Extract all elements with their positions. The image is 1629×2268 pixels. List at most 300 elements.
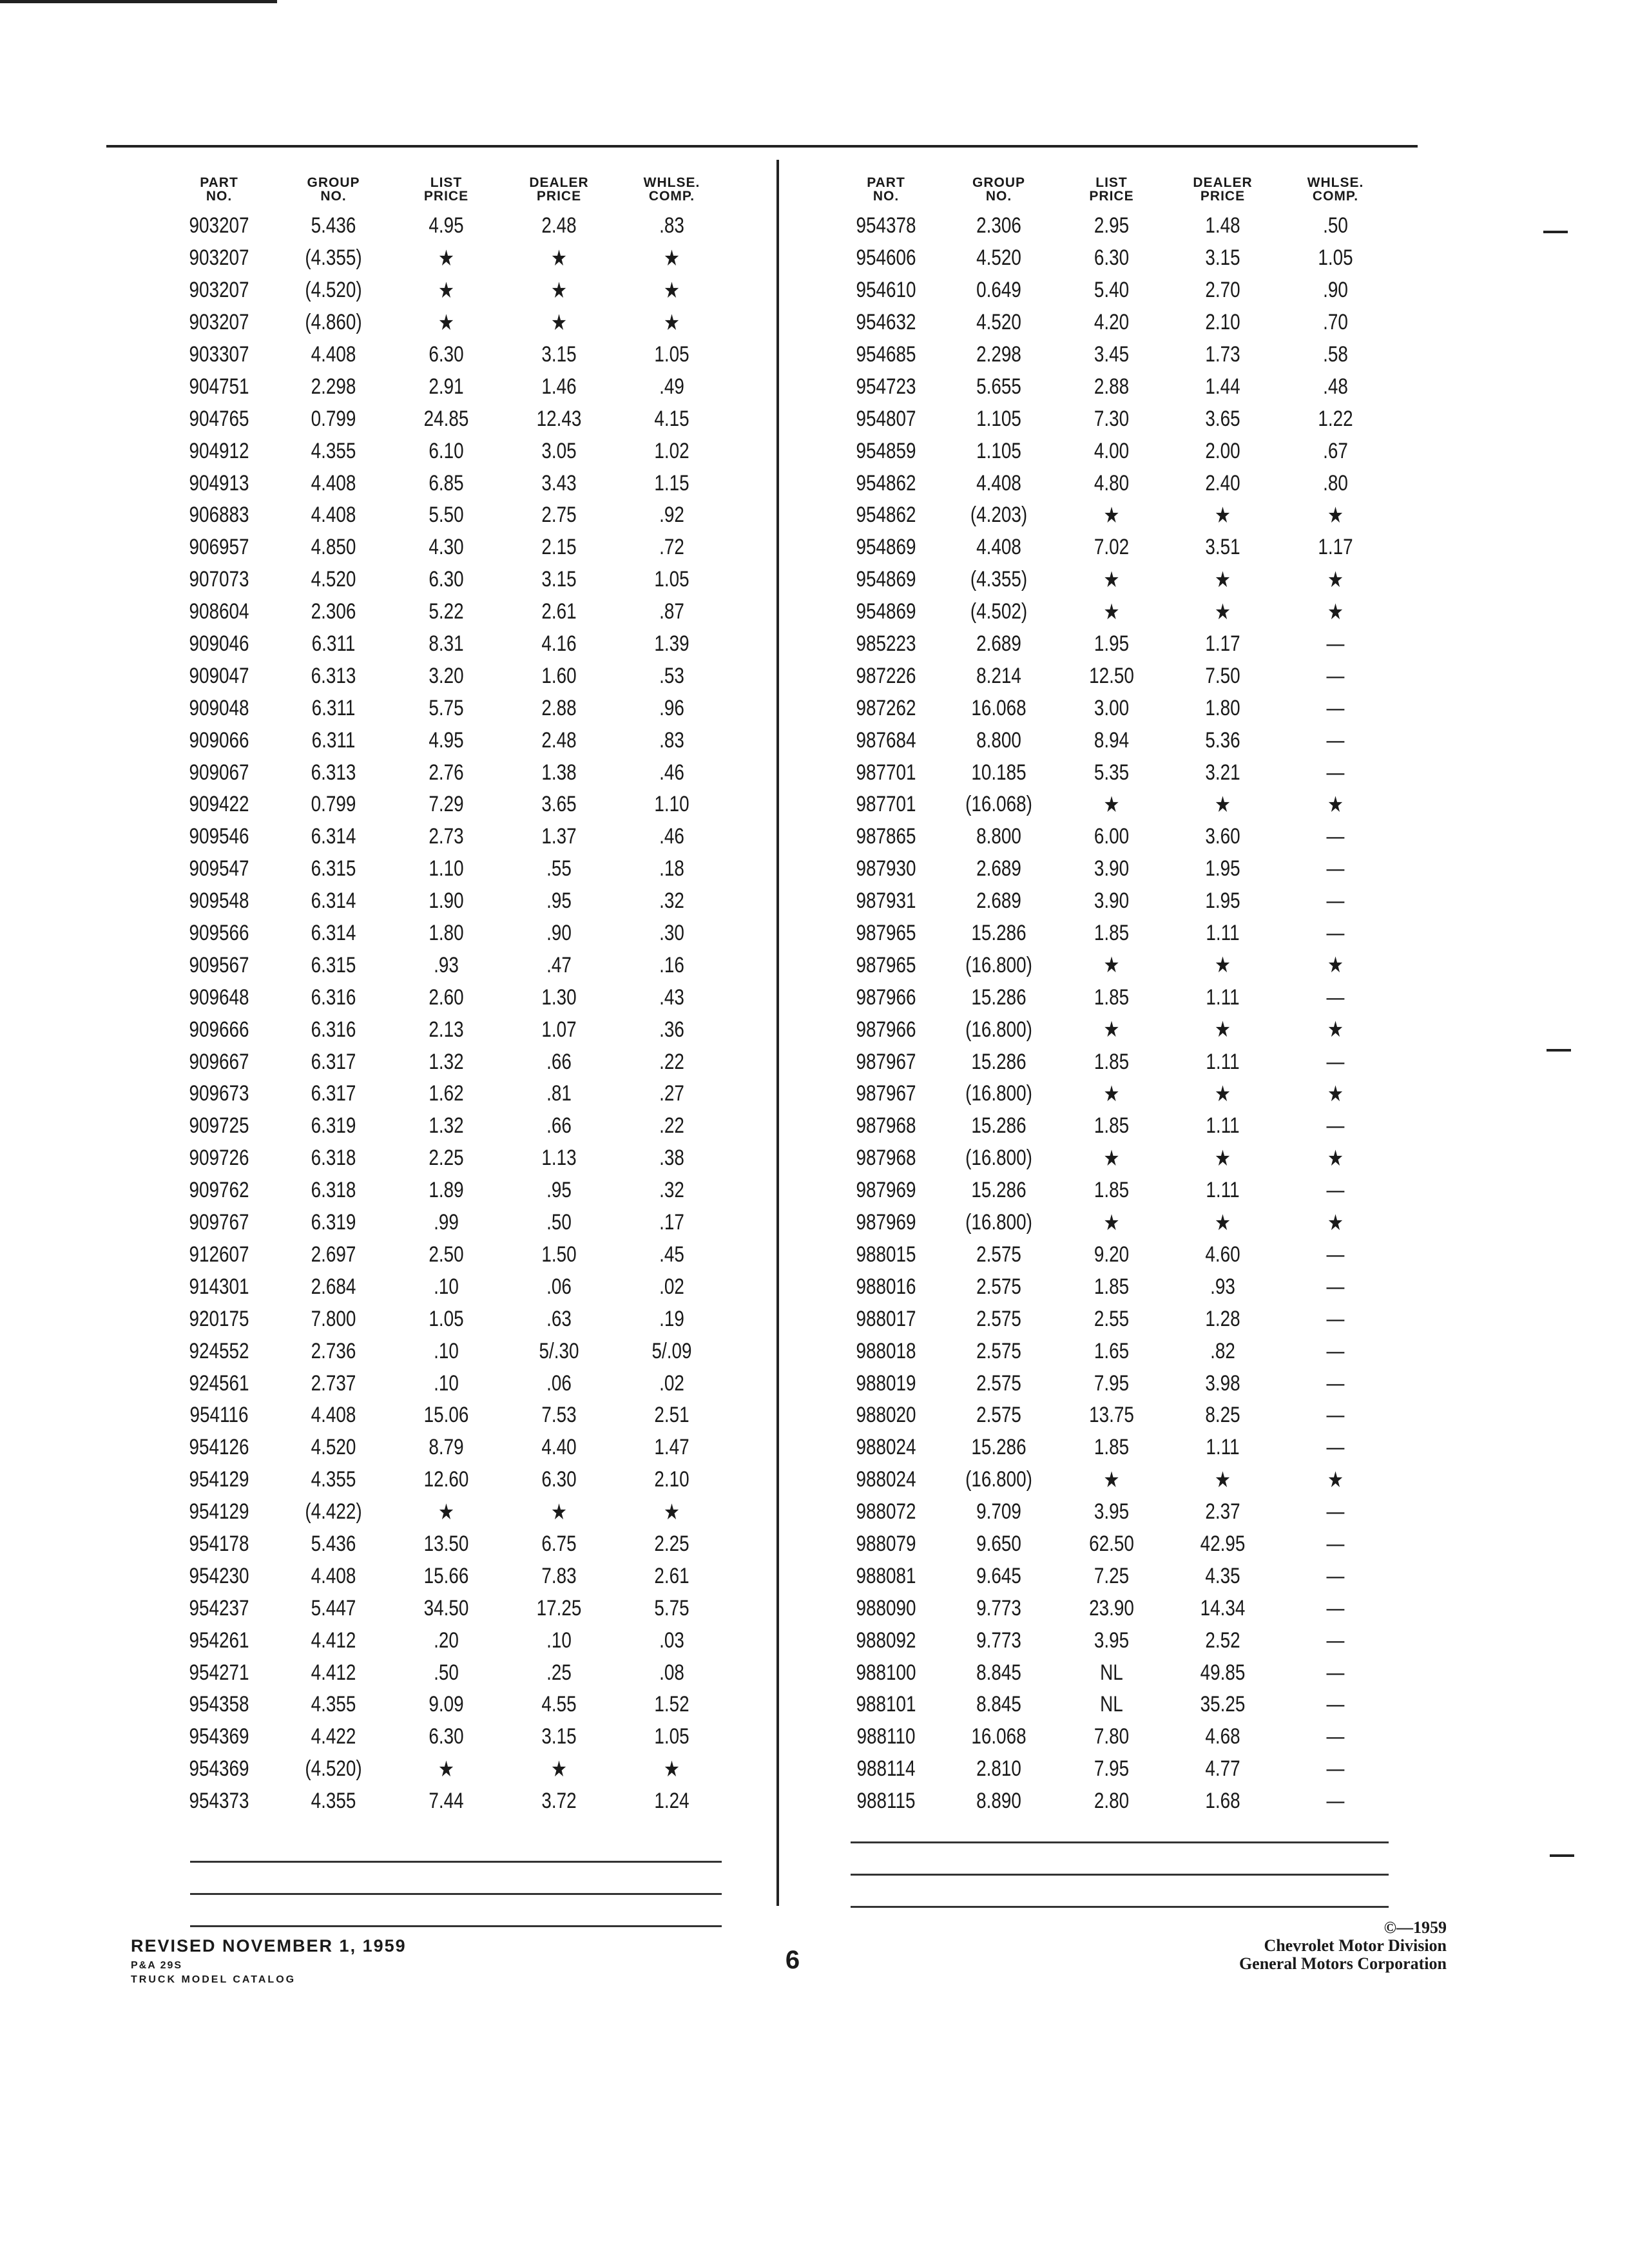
table-row xyxy=(831,1432,1392,1464)
part-no-cell: 908604 xyxy=(189,599,249,624)
dealer-price-cell: 5/.30 xyxy=(539,1338,579,1363)
group-no-cell: 7.800 xyxy=(311,1306,356,1331)
part-no-cell: 987226 xyxy=(856,663,916,688)
list-price-cell: 3.20 xyxy=(429,663,464,688)
group-no-cell: 4.408 xyxy=(311,342,356,367)
blank-line xyxy=(851,1874,1389,1876)
table-row xyxy=(161,1303,741,1335)
dealer-price-cell: 4.68 xyxy=(1205,1724,1240,1749)
dealer-price-cell: ★ xyxy=(550,1499,567,1524)
group-no-cell: (4.355) xyxy=(305,245,362,271)
table-row xyxy=(161,242,741,274)
group-no-cell: 6.319 xyxy=(311,1113,356,1139)
dealer-price-cell: 1.28 xyxy=(1205,1306,1240,1331)
part-no-cell: 954261 xyxy=(189,1628,249,1653)
list-price-cell: NL xyxy=(1100,1692,1123,1717)
part-no-cell: 954859 xyxy=(856,438,916,463)
part-no-cell: 954271 xyxy=(189,1660,249,1685)
table-row xyxy=(161,532,741,564)
whlse-comp-cell: — xyxy=(1326,1403,1345,1428)
group-no-cell: 6.311 xyxy=(311,695,356,720)
list-price-cell: 2.95 xyxy=(1094,213,1130,238)
group-no-cell: 4.520 xyxy=(311,1435,356,1460)
part-no-cell: 988079 xyxy=(856,1531,916,1556)
part-no-cell: 954869 xyxy=(856,599,916,624)
part-no-cell: 985223 xyxy=(856,631,916,657)
part-no-cell: 954632 xyxy=(856,310,916,335)
list-price-cell: 15.66 xyxy=(423,1563,469,1588)
whlse-comp-cell: .02 xyxy=(659,1370,684,1396)
group-no-cell: 8.845 xyxy=(976,1660,1021,1685)
group-no-cell: 15.286 xyxy=(971,1049,1027,1074)
whlse-comp-cell: — xyxy=(1326,1724,1345,1749)
table-row xyxy=(161,1657,741,1689)
list-price-cell: ★ xyxy=(438,245,454,271)
whlse-comp-cell: .16 xyxy=(659,952,684,977)
list-price-cell: 6.30 xyxy=(429,567,464,592)
dealer-price-cell: ★ xyxy=(1214,953,1231,978)
group-no-cell: 5.436 xyxy=(311,1531,356,1556)
part-no-cell: 954230 xyxy=(189,1563,249,1588)
list-price-cell: 7.44 xyxy=(429,1789,464,1814)
dealer-price-cell: 1.11 xyxy=(1206,985,1240,1010)
whlse-comp-cell: .32 xyxy=(659,1178,684,1203)
dealer-price-cell: 3.15 xyxy=(541,342,577,367)
part-no-cell: 909725 xyxy=(189,1113,249,1139)
whlse-comp-cell: ★ xyxy=(1327,1467,1344,1492)
catalog-code: P&A 29S xyxy=(131,1960,183,1971)
group-no-cell: 0.799 xyxy=(311,792,356,817)
table-row xyxy=(831,1464,1392,1496)
list-price-cell: ★ xyxy=(1103,1467,1120,1492)
table-row xyxy=(161,1207,741,1239)
dealer-price-cell: 2.00 xyxy=(1205,438,1240,463)
part-no-cell: 904912 xyxy=(189,438,249,463)
list-price-cell: ★ xyxy=(438,310,454,335)
whlse-comp-cell: ★ xyxy=(1327,1017,1344,1043)
group-no-cell: 9.645 xyxy=(976,1563,1021,1588)
group-no-cell: 16.068 xyxy=(971,695,1027,720)
list-price-cell: 9.09 xyxy=(429,1692,464,1717)
table-row xyxy=(831,918,1392,950)
list-price-cell: 1.05 xyxy=(429,1306,464,1331)
dealer-price-cell: .81 xyxy=(546,1081,572,1106)
dealer-price-cell: 2.75 xyxy=(541,503,577,528)
group-no-cell: 2.575 xyxy=(976,1242,1021,1267)
list-price-cell: 5.75 xyxy=(429,695,464,720)
list-price-cell: 1.32 xyxy=(429,1049,464,1074)
whlse-comp-cell: 2.25 xyxy=(654,1531,689,1556)
list-price-cell: .50 xyxy=(434,1660,459,1685)
table-row xyxy=(831,1046,1392,1078)
part-no-cell: 987701 xyxy=(856,760,916,785)
dealer-price-cell: .90 xyxy=(546,921,572,946)
table-row xyxy=(161,1046,741,1078)
table-row xyxy=(831,1753,1392,1785)
part-no-cell: 909046 xyxy=(189,631,249,657)
list-price-cell: 15.06 xyxy=(423,1403,469,1428)
whlse-comp-cell: 1.05 xyxy=(1318,245,1353,271)
whlse-comp-cell: .27 xyxy=(659,1081,684,1106)
list-price-cell: 2.50 xyxy=(429,1242,464,1267)
header-group-no: GROUP NO. xyxy=(307,175,360,204)
list-price-cell: ★ xyxy=(1103,1210,1120,1235)
table-row xyxy=(161,1464,741,1496)
group-no-cell: 2.689 xyxy=(976,856,1021,881)
group-no-cell: 2.697 xyxy=(311,1242,356,1267)
header-dealer-price: DEALER PRICE xyxy=(529,175,589,204)
whlse-comp-cell: 1.47 xyxy=(654,1435,689,1460)
part-no-cell: 987931 xyxy=(856,889,916,914)
whlse-comp-cell: — xyxy=(1326,760,1345,785)
whlse-comp-cell: 4.15 xyxy=(654,406,689,431)
dealer-price-cell: 4.35 xyxy=(1205,1563,1240,1588)
dealer-price-cell: 2.48 xyxy=(541,213,577,238)
group-no-cell: 6.313 xyxy=(311,760,356,785)
table-row xyxy=(161,692,741,724)
group-no-cell: 8.214 xyxy=(976,663,1021,688)
whlse-comp-cell: 5.75 xyxy=(654,1595,689,1620)
list-price-cell: 3.95 xyxy=(1094,1628,1130,1653)
group-no-cell: 9.709 xyxy=(976,1499,1021,1524)
whlse-comp-cell: — xyxy=(1326,1049,1345,1074)
whlse-comp-cell: .49 xyxy=(659,374,684,399)
whlse-comp-cell: .38 xyxy=(659,1146,684,1171)
whlse-comp-cell: .30 xyxy=(659,921,684,946)
group-no-cell: 4.412 xyxy=(311,1628,356,1653)
table-row xyxy=(161,1560,741,1592)
margin-mark xyxy=(1550,1854,1574,1857)
dealer-price-cell: 4.77 xyxy=(1205,1756,1240,1782)
list-price-cell: 1.65 xyxy=(1094,1338,1130,1363)
dealer-price-cell: .95 xyxy=(546,1178,572,1203)
part-no-cell: 909546 xyxy=(189,824,249,849)
whlse-comp-cell: ★ xyxy=(663,1756,680,1782)
list-price-cell: 7.02 xyxy=(1094,535,1130,560)
table-row xyxy=(831,532,1392,564)
table-row xyxy=(831,1207,1392,1239)
list-price-cell: 2.60 xyxy=(429,985,464,1010)
whlse-comp-cell: .17 xyxy=(659,1210,684,1235)
table-row xyxy=(831,1689,1392,1721)
whlse-comp-cell: 1.39 xyxy=(654,631,689,657)
group-no-cell: (4.502) xyxy=(970,599,1028,624)
whlse-comp-cell: — xyxy=(1326,1531,1345,1556)
table-row xyxy=(831,1721,1392,1753)
list-price-cell: 8.79 xyxy=(429,1435,464,1460)
part-no-cell: 920175 xyxy=(189,1306,249,1331)
whlse-comp-cell: .02 xyxy=(659,1274,684,1299)
part-no-cell: 988018 xyxy=(856,1338,916,1363)
list-price-cell: 2.13 xyxy=(429,1017,464,1042)
part-no-cell: 988019 xyxy=(856,1370,916,1396)
list-price-cell: 3.00 xyxy=(1094,695,1130,720)
part-no-cell: 909566 xyxy=(189,921,249,946)
table-row xyxy=(831,1239,1392,1271)
whlse-comp-cell: 1.05 xyxy=(654,342,689,367)
dealer-price-cell: 1.44 xyxy=(1205,374,1240,399)
part-no-cell: 988081 xyxy=(856,1563,916,1588)
part-no-cell: 988020 xyxy=(856,1403,916,1428)
whlse-comp-cell: .72 xyxy=(659,535,684,560)
part-no-cell: 904765 xyxy=(189,406,249,431)
whlse-comp-cell: — xyxy=(1326,1692,1345,1717)
list-price-cell: 2.88 xyxy=(1094,374,1130,399)
group-no-cell: 5.655 xyxy=(976,374,1021,399)
table-row xyxy=(161,403,741,435)
dealer-price-cell: .63 xyxy=(546,1306,572,1331)
whlse-comp-cell: — xyxy=(1326,1499,1345,1524)
part-no-cell: 954862 xyxy=(856,470,916,495)
part-no-cell: 904913 xyxy=(189,470,249,495)
whlse-comp-cell: 2.10 xyxy=(654,1467,689,1492)
dealer-price-cell: 49.85 xyxy=(1200,1660,1246,1685)
list-price-cell: 1.90 xyxy=(429,889,464,914)
whlse-comp-cell: ★ xyxy=(663,1499,680,1524)
dealer-price-cell: 1.68 xyxy=(1205,1789,1240,1814)
group-no-cell: 6.314 xyxy=(311,921,356,946)
table-row xyxy=(831,1624,1392,1657)
table-row xyxy=(831,499,1392,532)
part-no-cell: 954129 xyxy=(189,1467,249,1492)
dealer-price-cell: 1.95 xyxy=(1205,889,1240,914)
table-row xyxy=(161,1014,741,1046)
part-no-cell: 988092 xyxy=(856,1628,916,1653)
table-row xyxy=(831,1335,1392,1367)
group-no-cell: 6.314 xyxy=(311,889,356,914)
list-price-cell: 5.40 xyxy=(1094,278,1130,303)
list-price-cell: 9.20 xyxy=(1094,1242,1130,1267)
list-price-cell: 1.85 xyxy=(1094,1435,1130,1460)
list-price-cell: 13.75 xyxy=(1089,1403,1134,1428)
part-no-cell: 909762 xyxy=(189,1178,249,1203)
dealer-price-cell: 2.52 xyxy=(1205,1628,1240,1653)
whlse-comp-cell: — xyxy=(1326,921,1345,946)
header-part-no: PART NO. xyxy=(200,175,238,204)
part-no-cell: 906957 xyxy=(189,535,249,560)
list-price-cell: 6.30 xyxy=(429,1724,464,1749)
dealer-price-cell: 2.15 xyxy=(541,535,577,560)
part-no-cell: 987865 xyxy=(856,824,916,849)
list-price-cell: 62.50 xyxy=(1089,1531,1134,1556)
list-price-cell: 4.95 xyxy=(429,213,464,238)
dealer-price-cell: 42.95 xyxy=(1200,1531,1246,1556)
dealer-price-cell: ★ xyxy=(1214,1081,1231,1106)
part-no-cell: 954129 xyxy=(189,1499,249,1524)
dealer-price-cell: .66 xyxy=(546,1049,572,1074)
table-row xyxy=(161,274,741,307)
whlse-comp-cell: — xyxy=(1326,1370,1345,1396)
group-no-cell: 16.068 xyxy=(971,1724,1027,1749)
part-no-cell: 909547 xyxy=(189,856,249,881)
whlse-comp-cell: .70 xyxy=(1323,310,1348,335)
dealer-price-cell: 7.83 xyxy=(541,1563,577,1588)
list-price-cell: 3.45 xyxy=(1094,342,1130,367)
list-price-cell: 8.31 xyxy=(429,631,464,657)
list-price-cell: ★ xyxy=(438,1499,454,1524)
dealer-price-cell: ★ xyxy=(1214,792,1231,817)
top-edge-mark xyxy=(0,0,277,3)
table-row xyxy=(161,1496,741,1528)
blank-line xyxy=(190,1925,722,1927)
group-no-cell: 15.286 xyxy=(971,1435,1027,1460)
whlse-comp-cell: 1.24 xyxy=(654,1789,689,1814)
dealer-price-cell: ★ xyxy=(1214,599,1231,624)
whlse-comp-cell: .87 xyxy=(659,599,684,624)
group-no-cell: 4.408 xyxy=(311,1563,356,1588)
group-no-cell: 2.298 xyxy=(976,342,1021,367)
header-part-no: PART NO. xyxy=(867,175,905,204)
whlse-comp-cell: ★ xyxy=(1327,792,1344,817)
dealer-price-cell: 1.80 xyxy=(1205,695,1240,720)
dealer-price-cell: 1.11 xyxy=(1206,1435,1240,1460)
list-price-cell: 12.60 xyxy=(423,1467,469,1492)
part-no-cell: 987969 xyxy=(856,1178,916,1203)
table-row xyxy=(831,660,1392,692)
right-table-body xyxy=(831,210,1392,1818)
dealer-price-cell: .95 xyxy=(546,889,572,914)
margin-mark xyxy=(1543,231,1568,233)
group-no-cell: 15.286 xyxy=(971,921,1027,946)
list-price-cell: 2.73 xyxy=(429,824,464,849)
part-no-cell: 909673 xyxy=(189,1081,249,1106)
dealer-price-cell: 2.48 xyxy=(541,727,577,753)
part-no-cell: 987967 xyxy=(856,1081,916,1106)
group-no-cell: 9.650 xyxy=(976,1531,1021,1556)
part-no-cell: 954378 xyxy=(856,213,916,238)
whlse-comp-cell: ★ xyxy=(1327,599,1344,624)
whlse-comp-cell: — xyxy=(1326,1306,1345,1331)
part-no-cell: 987930 xyxy=(856,856,916,881)
header-whlse-comp: WHLSE. COMP. xyxy=(1307,175,1364,204)
list-price-cell: 5.50 xyxy=(429,503,464,528)
group-no-cell: (16.800) xyxy=(965,1146,1032,1171)
dealer-price-cell: 3.21 xyxy=(1205,760,1240,785)
dealer-price-cell: 1.11 xyxy=(1206,1049,1240,1074)
list-price-cell: .20 xyxy=(434,1628,459,1653)
column-divider xyxy=(776,160,779,1906)
table-row xyxy=(161,660,741,692)
whlse-comp-cell: — xyxy=(1326,1595,1345,1620)
part-no-cell: 909567 xyxy=(189,952,249,977)
header-group-no: GROUP NO. xyxy=(972,175,1025,204)
table-row xyxy=(161,1335,741,1367)
whlse-comp-cell: .90 xyxy=(1323,278,1348,303)
group-no-cell: 4.412 xyxy=(311,1660,356,1685)
list-price-cell: 2.76 xyxy=(429,760,464,785)
revised-date: REVISED NOVEMBER 1, 1959 xyxy=(131,1936,407,1956)
part-no-cell: 954116 xyxy=(189,1403,249,1428)
dealer-price-cell: 1.48 xyxy=(1205,213,1240,238)
table-row xyxy=(831,435,1392,467)
group-no-cell: 4.355 xyxy=(311,1789,356,1814)
group-no-cell: 2.298 xyxy=(311,374,356,399)
group-no-cell: 4.355 xyxy=(311,1692,356,1717)
whlse-comp-cell: .80 xyxy=(1323,470,1348,495)
list-price-cell: 1.85 xyxy=(1094,1049,1130,1074)
part-no-cell: 988114 xyxy=(856,1756,916,1782)
group-no-cell: (4.520) xyxy=(305,278,362,303)
table-row xyxy=(831,756,1392,789)
dealer-price-cell: .06 xyxy=(546,1274,572,1299)
copyright: ©—1959 xyxy=(1383,1918,1447,1937)
dealer-price-cell: .55 xyxy=(546,856,572,881)
part-no-cell: 909067 xyxy=(189,760,249,785)
table-row xyxy=(161,1753,741,1785)
part-no-cell: 909667 xyxy=(189,1049,249,1074)
part-no-cell: 914301 xyxy=(189,1274,249,1299)
whlse-comp-cell: 2.61 xyxy=(654,1563,689,1588)
list-price-cell: 1.10 xyxy=(429,856,464,881)
dealer-price-cell: 3.43 xyxy=(541,470,577,495)
dealer-price-cell: 3.15 xyxy=(541,1724,577,1749)
group-no-cell: 4.520 xyxy=(976,310,1021,335)
part-no-cell: 924561 xyxy=(189,1370,249,1396)
table-row xyxy=(161,1367,741,1399)
group-no-cell: 15.286 xyxy=(971,985,1027,1010)
list-price-cell: 1.85 xyxy=(1094,1274,1130,1299)
list-price-cell: .10 xyxy=(434,1370,459,1396)
group-no-cell: 2.737 xyxy=(311,1370,356,1396)
list-price-cell: ★ xyxy=(1103,567,1120,592)
table-row xyxy=(831,1528,1392,1561)
table-row xyxy=(161,1142,741,1175)
dealer-price-cell: 1.17 xyxy=(1205,631,1240,657)
dealer-price-cell: 2.70 xyxy=(1205,278,1240,303)
part-no-cell: 912607 xyxy=(189,1242,249,1267)
table-row xyxy=(831,1592,1392,1624)
whlse-comp-cell: 1.10 xyxy=(654,792,689,817)
list-price-cell: 1.95 xyxy=(1094,631,1130,657)
whlse-comp-cell: .36 xyxy=(659,1017,684,1042)
group-no-cell: 2.684 xyxy=(311,1274,356,1299)
list-price-cell: 13.50 xyxy=(423,1531,469,1556)
whlse-comp-cell: — xyxy=(1326,1628,1345,1653)
part-no-cell: 988110 xyxy=(856,1724,916,1749)
whlse-comp-cell: .50 xyxy=(1323,213,1348,238)
part-no-cell: 988016 xyxy=(856,1274,916,1299)
whlse-comp-cell: — xyxy=(1326,631,1345,657)
group-no-cell: (16.800) xyxy=(965,952,1032,977)
table-row xyxy=(161,1399,741,1432)
whlse-comp-cell: ★ xyxy=(663,310,680,335)
part-no-cell: 954373 xyxy=(189,1789,249,1814)
whlse-comp-cell: 5/.09 xyxy=(651,1338,692,1363)
part-no-cell: 988072 xyxy=(856,1499,916,1524)
group-no-cell: 4.520 xyxy=(976,245,1021,271)
group-no-cell: 4.408 xyxy=(311,503,356,528)
top-rule xyxy=(106,145,1418,148)
part-no-cell: 987966 xyxy=(856,1017,916,1042)
group-no-cell: 1.105 xyxy=(976,438,1021,463)
dealer-price-cell: ★ xyxy=(550,245,567,271)
list-price-cell: 6.00 xyxy=(1094,824,1130,849)
list-price-cell: 4.80 xyxy=(1094,470,1130,495)
list-price-cell: 3.90 xyxy=(1094,856,1130,881)
group-no-cell: 4.355 xyxy=(311,1467,356,1492)
dealer-price-cell: 12.43 xyxy=(536,406,582,431)
dealer-price-cell: 3.65 xyxy=(541,792,577,817)
part-no-cell: 909548 xyxy=(189,889,249,914)
dealer-price-cell: ★ xyxy=(1214,503,1231,528)
list-price-cell: .93 xyxy=(434,952,459,977)
list-price-cell: 1.89 xyxy=(429,1178,464,1203)
blank-line xyxy=(190,1861,722,1863)
dealer-price-cell: ★ xyxy=(550,278,567,303)
list-price-cell: 5.35 xyxy=(1094,760,1130,785)
dealer-price-cell: ★ xyxy=(1214,1017,1231,1043)
group-no-cell: (16.068) xyxy=(965,792,1032,817)
